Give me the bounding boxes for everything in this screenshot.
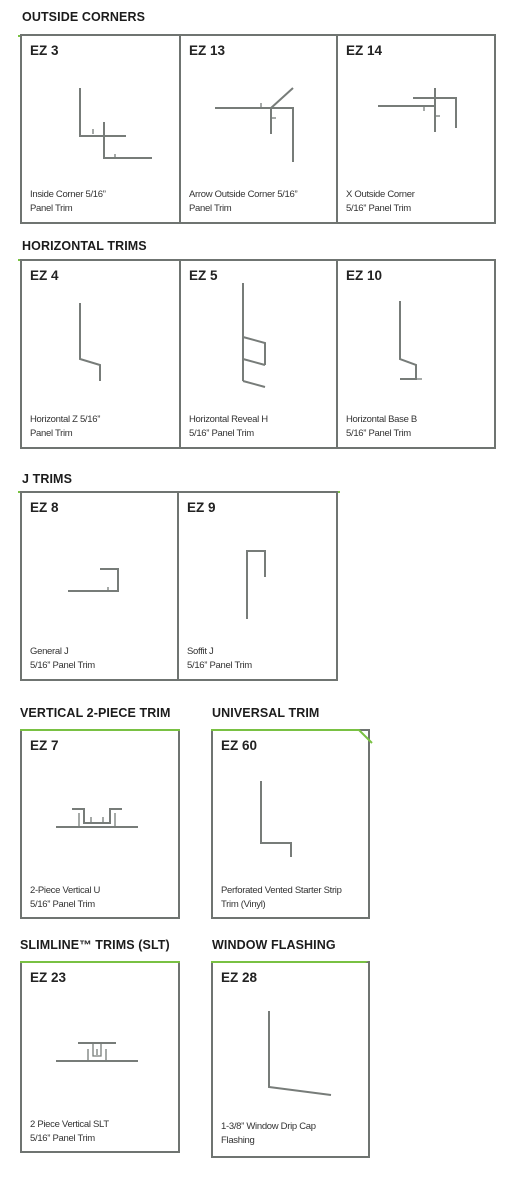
product-description: Horizontal Base B 5/16” Panel Trim xyxy=(346,414,417,439)
product-card-ez7[interactable] xyxy=(20,729,180,919)
product-card-ez8[interactable] xyxy=(20,491,179,681)
product-code: EZ 4 xyxy=(30,268,59,283)
product-description: General J 5/16” Panel Trim xyxy=(30,646,95,671)
product-card-ez9[interactable] xyxy=(177,491,338,681)
product-code: EZ 9 xyxy=(187,500,216,515)
profile-icon-x-outside-corner xyxy=(338,36,498,186)
product-code: EZ 13 xyxy=(189,43,226,58)
profile-icon-horizontal-z xyxy=(22,261,183,411)
product-code: EZ 5 xyxy=(189,268,218,283)
product-code: EZ 14 xyxy=(346,43,383,58)
product-description: 1-3/8” Window Drip Cap Flashing xyxy=(221,1121,316,1146)
product-code: EZ 3 xyxy=(30,43,59,58)
profile-icon-arrow-outside-corner xyxy=(181,36,340,186)
profile-icon-vented-starter-strip xyxy=(213,731,372,881)
product-description: Horizontal Reveal H 5/16” Panel Trim xyxy=(189,414,268,439)
product-code: EZ 23 xyxy=(30,970,67,985)
product-description: Horizontal Z 5/16” Panel Trim xyxy=(30,414,101,439)
product-card-ez3[interactable] xyxy=(20,34,181,224)
section-title-slimline-trims: SLIMLINE™ TRIMS (SLT) xyxy=(20,938,170,952)
profile-icon-window-drip-cap xyxy=(213,963,372,1123)
product-description: Inside Corner 5/16” Panel Trim xyxy=(30,189,106,214)
product-card-ez5[interactable] xyxy=(179,259,338,449)
product-card-ez23[interactable] xyxy=(20,961,180,1153)
section-title-window-flashing: WINDOW FLASHING xyxy=(212,938,336,952)
profile-icon-horizontal-reveal-h xyxy=(181,261,340,411)
product-code: EZ 8 xyxy=(30,500,59,515)
section-title-vertical-two-piece: VERTICAL 2-PIECE TRIM xyxy=(20,706,171,720)
product-description: Arrow Outside Corner 5/16” Panel Trim xyxy=(189,189,298,214)
product-card-ez14[interactable] xyxy=(336,34,496,224)
product-card-ez10[interactable] xyxy=(336,259,496,449)
profile-icon-two-piece-vertical-slt xyxy=(22,963,182,1113)
profile-icon-two-piece-vertical-u xyxy=(22,731,182,881)
section-title-outside-corners: OUTSIDE CORNERS xyxy=(22,10,146,24)
profile-icon-general-j xyxy=(22,493,181,643)
product-card-ez4[interactable] xyxy=(20,259,181,449)
section-title-universal-trim: UNIVERSAL TRIM xyxy=(212,706,320,720)
product-description: 2 Piece Vertical SLT 5/16” Panel Trim xyxy=(30,1119,109,1144)
product-code: EZ 7 xyxy=(30,738,59,753)
product-description: Soffit J 5/16” Panel Trim xyxy=(187,646,252,671)
product-code: EZ 28 xyxy=(221,970,258,985)
product-card-ez28[interactable] xyxy=(211,961,370,1158)
product-description: X Outside Corner 5/16” Panel Trim xyxy=(346,189,415,214)
profile-icon-horizontal-base-b xyxy=(338,261,498,411)
product-code: EZ 60 xyxy=(221,738,258,753)
profile-icon-soffit-j xyxy=(179,493,340,643)
product-card-ez60[interactable] xyxy=(211,729,370,919)
product-description: Perforated Vented Starter Strip Trim (Vinyl) xyxy=(221,885,342,910)
section-title-j-trims: J TRIMS xyxy=(22,472,73,486)
product-code: EZ 10 xyxy=(346,268,383,283)
section-title-horizontal-trims: HORIZONTAL TRIMS xyxy=(22,239,147,253)
product-card-ez13[interactable] xyxy=(179,34,338,224)
product-description: 2-Piece Vertical U 5/16” Panel Trim xyxy=(30,885,101,910)
profile-icon-inside-corner xyxy=(22,36,183,186)
